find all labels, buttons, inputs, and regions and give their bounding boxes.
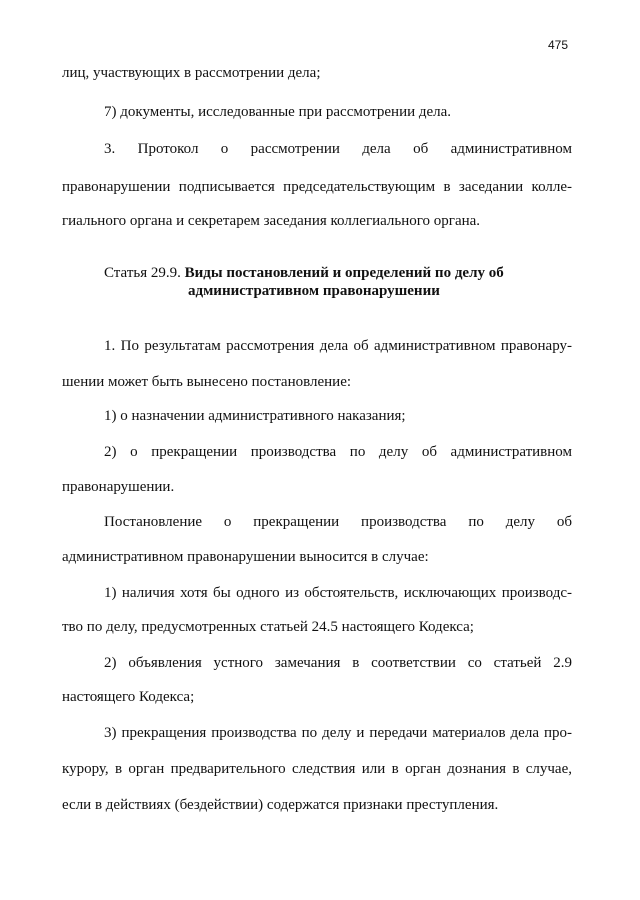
article-heading-title: Виды постановлений и определений по делу об <box>184 265 504 281</box>
text-line: 2) объявления устного замечания в соответствии со статьей 2.9 <box>104 655 572 671</box>
text-line: 7) документы, исследованные при рассмотрении дела. <box>104 104 452 120</box>
text-line: 1) о назначении административного наказания; <box>104 408 406 424</box>
text-line: правонарушении подписывается председательствующим в заседании колле- <box>62 179 572 195</box>
text-line: 3) прекращения производства по делу и передачи материалов дела про- <box>104 725 572 741</box>
text-line: если в действиях (бездействии) содержатся признаки преступления. <box>62 797 499 813</box>
text-line: 2) о прекращении производства по делу об административном <box>104 444 572 460</box>
text-line: 3. Протокол о рассмотрении дела об административном <box>104 141 572 157</box>
page-number: 475 <box>548 38 569 52</box>
text-line: тво по делу, предусмотренных статьей 24.5 настоящего Кодекса; <box>62 619 474 635</box>
text-line: административном правонарушении выносится в случае: <box>62 549 429 565</box>
text-line: настоящего Кодекса; <box>62 689 195 705</box>
article-heading-title-cont: административном правонарушении <box>188 283 440 299</box>
text-line: лиц, участвующих в рассмотрении дела; <box>62 65 321 81</box>
text-line: Постановление о прекращении производства по делу об <box>104 514 572 530</box>
text-line: курору, в орган предварительного следствия или в орган дознания в случае, <box>62 761 572 777</box>
text-line: 1. По результатам рассмотрения дела об административном правонару- <box>104 338 572 354</box>
text-line: гиального органа и секретарем заседания коллегиального органа. <box>62 213 481 229</box>
text-line: 1) наличия хотя бы одного из обстоятельств, исключающих производс- <box>104 585 572 601</box>
text-line: правонарушении. <box>62 479 175 495</box>
article-heading <box>104 264 504 282</box>
text-line: шении может быть вынесено постановление: <box>62 374 352 390</box>
article-heading-prefix: Статья 29.9. <box>104 265 181 281</box>
